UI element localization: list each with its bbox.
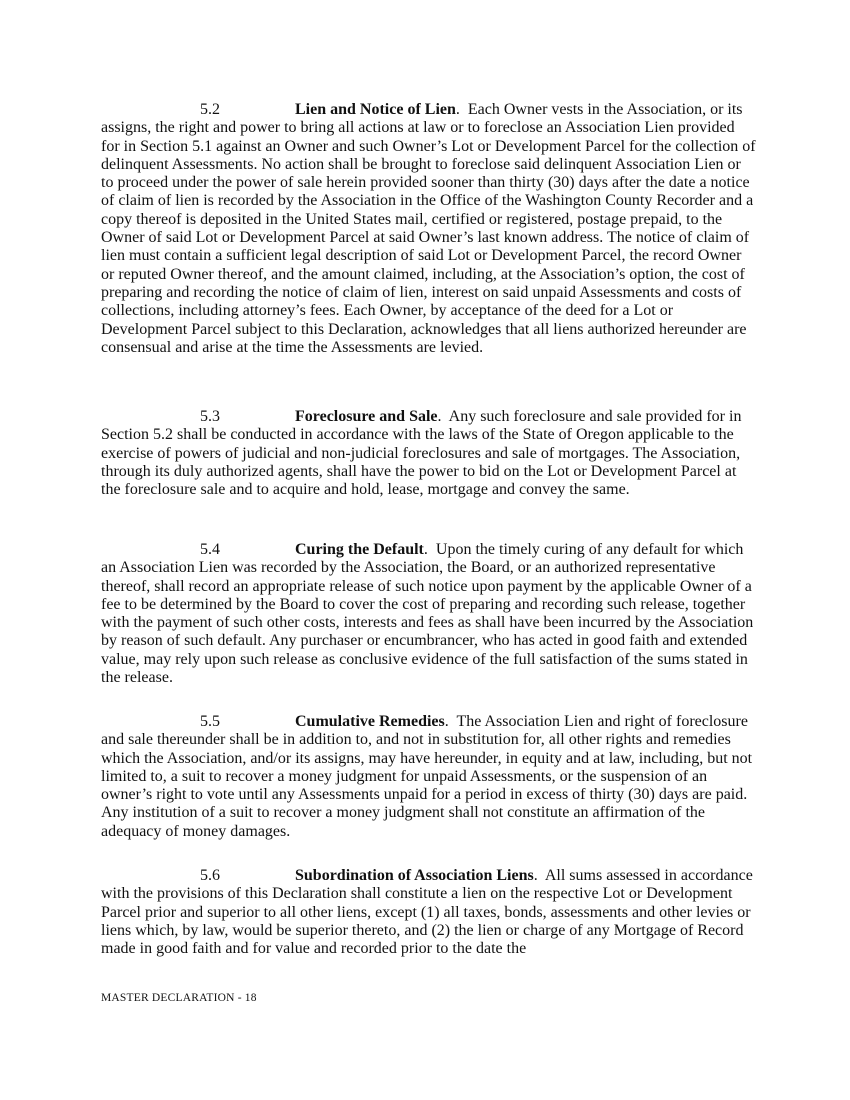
- section-body: Each Owner vests in the Association, or its assigns, the right and power to bring all actions at law or to foreclose an Association Lien provided for in Section 5.1 against an Owner and such Owner’s Lot or Development Parcel for the collection of delinquent Assessments. No action shall be brought to foreclose said delinquent Association Lien or to proceed under the power of sale herein provided sooner than thirty (30) days after the date a notice of claim of lien is recorded by the Association in the Office of the Washington County Recorder and a copy thereof is deposited in the United States mail, certified or registered, postage prepaid, to the Owner of said Lot or Development Parcel at said Owner’s last known address. The notice of claim of lien must contain a sufficient legal description of said Lot or Development Parcel, the record Owner or reputed Owner thereof, and the amount claimed, including, at the Association’s option, the cost of preparing and recording the notice of claim of lien, interest on said unpaid Assessments and costs of collections, including attorney’s fees. Each Owner, by acceptance of the deed for a Lot or Development Parcel subject to this Declaration, acknowledges that all liens authorized hereunder are consensual and arise at the time the Assessments are levied.: [101, 101, 756, 356]
- section-number: 5.5: [200, 713, 220, 730]
- section-heading: Lien and Notice of Lien: [295, 101, 456, 118]
- section-5-4: 5.4 Curing the Default. Upon the timely curing of any default for which an Association Lien was recorded by the Association, the Board, or an authorized representative thereof, shall record an appropriate release of such notice upon payment by the applicable Owner of a fee to be determined by the Board to cover the cost of preparing and recording such release, together with the payment of such other costs, interests and fees as shall have been incurred by the Association by reason of such default. Any purchaser or encumbrancer, who has acted in good faith and extended value, may rely upon such release as conclusive evidence of the full satisfaction of the sums stated in the release.: [101, 541, 754, 687]
- page-footer: MASTER DECLARATION - 18: [101, 992, 257, 1004]
- section-number: 5.3: [200, 408, 220, 425]
- section-heading: Cumulative Remedies: [295, 713, 445, 730]
- section-heading: Foreclosure and Sale: [295, 408, 438, 425]
- section-body: All sums assessed in accordance with the provisions of this Declaration shall constitute a lien on the respective Lot or Development Parcel prior and superior to all other liens, except (1) all taxes, bonds, assessments and other levies or liens which, by law, would be superior thereto, and (2) the lien or charge of any Mortgage of Record made in good faith and for value and recorded prior to the date the: [101, 867, 753, 958]
- section-number: 5.2: [200, 101, 220, 118]
- section-number: 5.6: [200, 867, 220, 884]
- section-body: Any such foreclosure and sale provided for in Section 5.2 shall be conducted in accordance with the laws of the State of Oregon applicable to the exercise of powers of judicial and non-judicial foreclosures and sale of mortgages. The Association, through its duly authorized agents, shall have the power to bid on the Lot or Development Parcel at the foreclosure sale and to acquire and hold, lease, mortgage and convey the same.: [101, 408, 742, 499]
- section-5-5: 5.5 Cumulative Remedies. The Association Lien and right of foreclosure and sale thereunder shall be in addition to, and not in substitution for, all other rights and remedies which the Association, and/or its assigns, may have hereunder, in equity and at law, including, but not limited to, a suit to recover a money judgment for unpaid Assessments, or the suspension of an owner’s right to vote until any Assessments unpaid for a period in excess of thirty (30) days are paid. Any institution of a suit to recover a money judgment shall not constitute an affirmation of the adequacy of money damages.: [101, 713, 753, 840]
- section-body: Upon the timely curing of any default for which an Association Lien was recorded by the Association, the Board, or an authorized representative thereof, shall record an appropriate release of such notice upon payment by the applicable Owner of a fee to be determined by the Board to cover the cost of preparing and recording such release, together with the payment of such other costs, interests and fees as shall have been incurred by the Association by reason of such default. Any purchaser or encumbrancer, who has acted in good faith and extended value, may rely upon such release as conclusive evidence of the full satisfaction of the sums stated in the release.: [101, 541, 754, 687]
- section-5-6: 5.6 Subordination of Association Liens. All sums assessed in accordance with the provisions of this Declaration shall constitute a lien on the respective Lot or Development Parcel prior and superior to all other liens, except (1) all taxes, bonds, assessments and other levies or liens which, by law, would be superior thereto, and (2) the lien or charge of any Mortgage of Record made in good faith and for value and recorded prior to the date the: [101, 867, 753, 958]
- section-heading: Subordination of Association Liens: [295, 867, 534, 884]
- section-5-3: 5.3 Foreclosure and Sale. Any such foreclosure and sale provided for in Section 5.2 shall be conducted in accordance with the laws of the State of Oregon applicable to the exercise of powers of judicial and non-judicial foreclosures and sale of mortgages. The Association, through its duly authorized agents, shall have the power to bid on the Lot or Development Parcel at the foreclosure sale and to acquire and hold, lease, mortgage and convey the same.: [101, 408, 742, 499]
- section-heading: Curing the Default: [295, 541, 424, 558]
- section-number: 5.4: [200, 541, 220, 558]
- section-5-2: 5.2 Lien and Notice of Lien. Each Owner vests in the Association, or its assigns, the right and power to bring all actions at law or to foreclose an Association Lien provided for in Section 5.1 against an Owner and such Owner’s Lot or Development Parcel for the collection of delinquent Assessments. No action shall be brought to foreclose said delinquent Association Lien or to proceed under the power of sale herein provided sooner than thirty (30) days after the date a notice of claim of lien is recorded by the Association in the Office of the Washington County Recorder and a copy thereof is deposited in the United States mail, certified or registered, postage prepaid, to the Owner of said Lot or Development Parcel at said Owner’s last known address. The notice of claim of lien must contain a sufficient legal description of said Lot or Development Parcel, the record Owner or reputed Owner thereof, and the amount claimed, including, at the Association’s option, the cost of preparing and recording the notice of claim of lien, interest on said unpaid Assessments and costs of collections, including attorney’s fees. Each Owner, by acceptance of the deed for a Lot or Development Parcel subject to this Declaration, acknowledges that all liens authorized hereunder are consensual and arise at the time the Assessments are levied.: [101, 101, 756, 356]
- section-body: The Association Lien and right of foreclosure and sale thereunder shall be in addition to, and not in substitution for, all other rights and remedies which the Association, and/or its assigns, may have hereunder, in equity and at law, including, but not limited to, a suit to recover a money judgment for unpaid Assessments, or the suspension of an owner’s right to vote until any Assessments unpaid for a period in excess of thirty (30) days are paid. Any institution of a suit to recover a money judgment shall not constitute an affirmation of the adequacy of money damages.: [101, 713, 753, 840]
